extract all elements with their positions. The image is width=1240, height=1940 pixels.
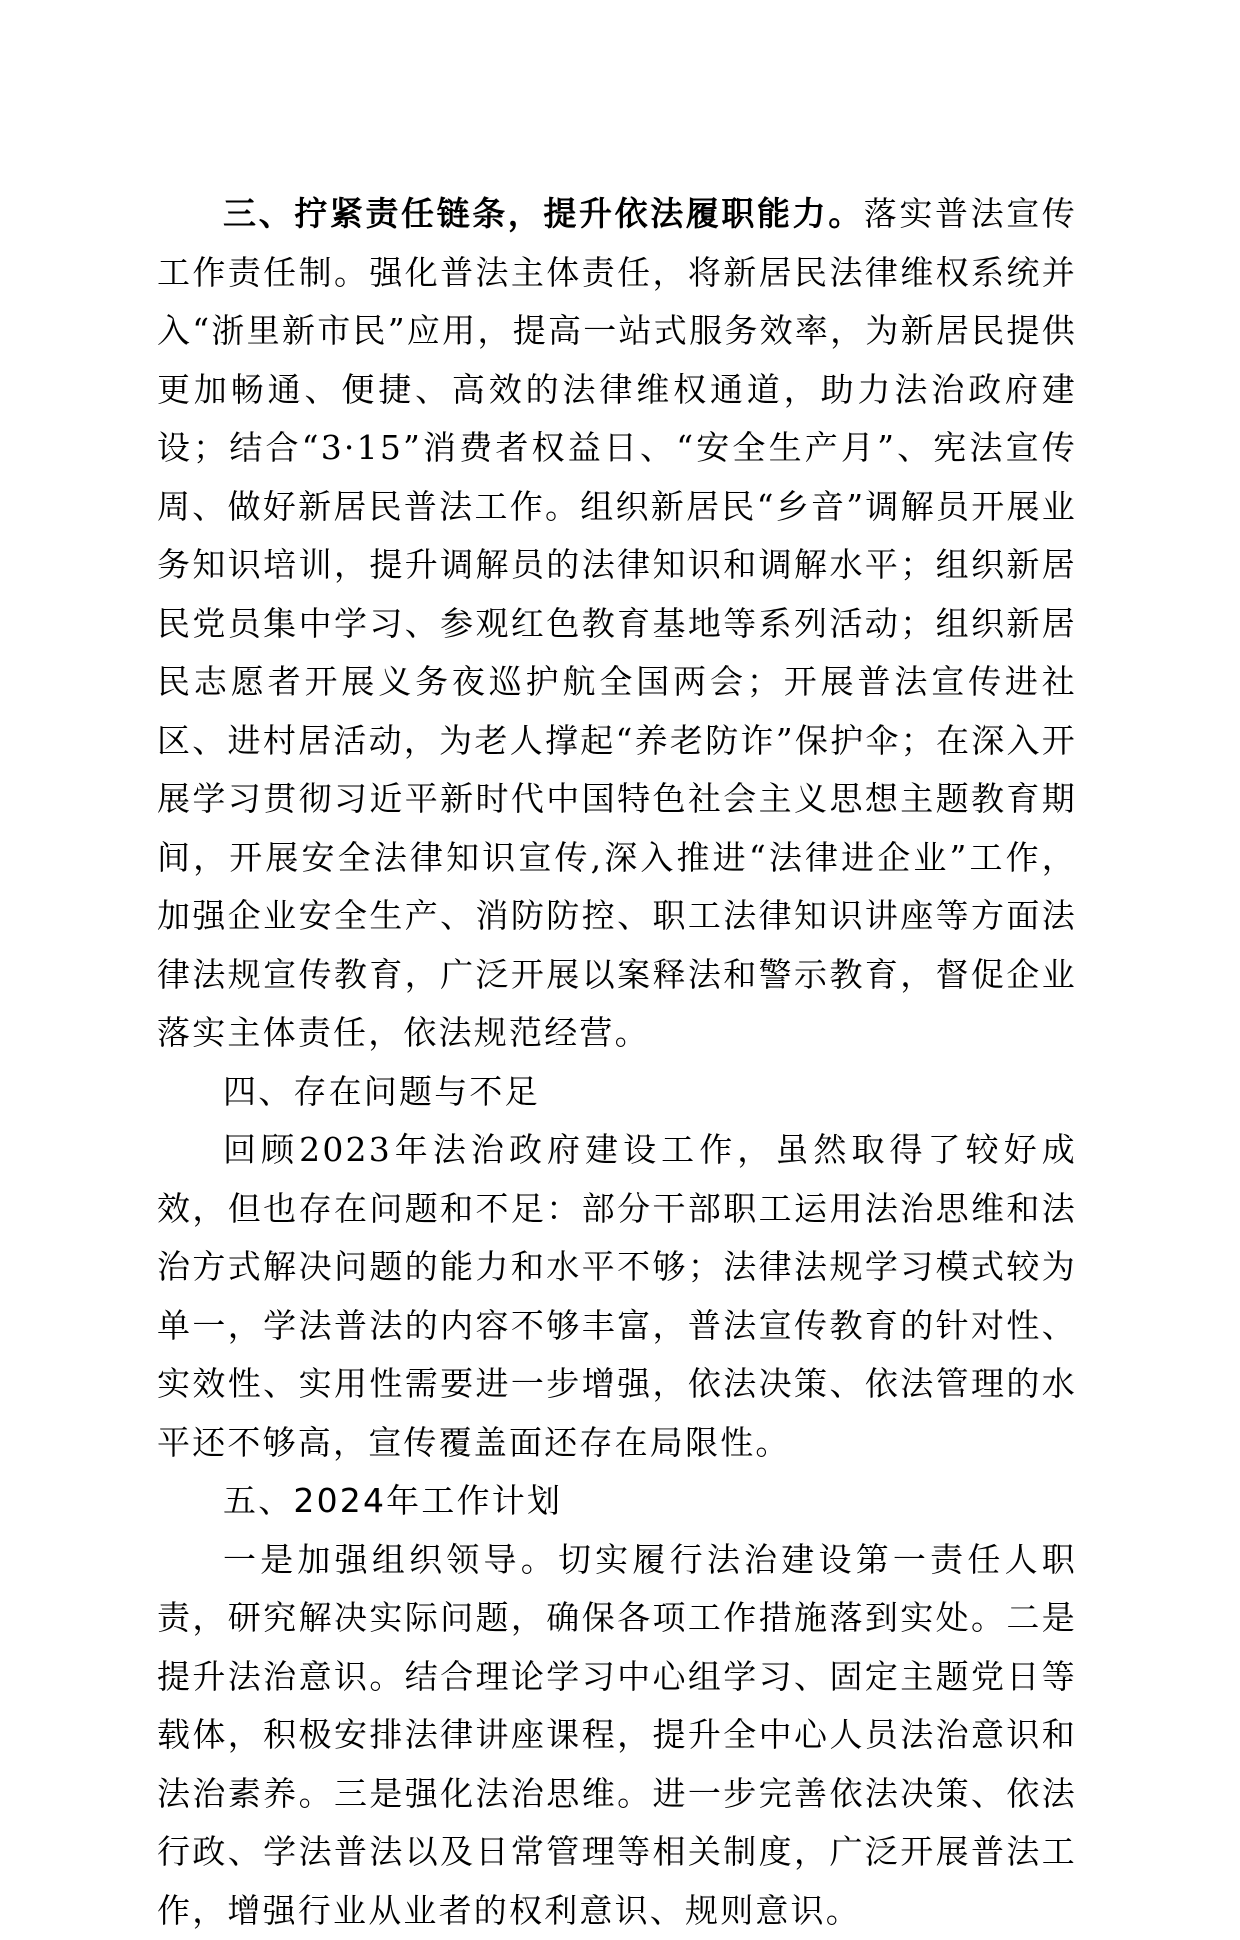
document-page (157, 185, 1077, 1940)
section4-paragraph: 回顾2023年法治政府建设工作，虽然取得了较好成效，但也存在问题和不足：部分干部职工运用法治思维和法治方式解决问题的能力和水平不够；法律法规学习模式较为单一，学法普法的内容不够丰富，普法宣传教育的针对性、实效性、实用性需要进一步增强，依法决策、依法管理的水平还不够高，宣传覆盖面还存在局限性。 (157, 1121, 1077, 1472)
section3-paragraph (157, 185, 1077, 1063)
section3-body: 落实普法宣传工作责任制。强化普法主体责任，将新居民法律维权系统并入“浙里新市民”应用，提高一站式服务效率，为新居民提供更加畅通、便捷、高效的法律维权通道，助力法治政府建设；结合“3·15”消费者权益日、“安全生产月”、宪法宣传周、做好新居民普法工作。组织新居民“乡音”调解员开展业务知识培训，提升调解员的法律知识和调解水平；组织新居民党员集中学习、参观红色教育基地等系列活动；组织新居民志愿者开展义务夜巡护航全国两会；开展普法宣传进社区、进村居活动，为老人撑起“养老防诈”保护伞；在深入开展学习贯彻习近平新时代中国特色社会主义思想主题教育期间，开展安全法律知识宣传,深入推进“法律进企业”工作，加强企业安全生产、消防防控、职工法律知识讲座等方面法律法规宣传教育，广泛开展以案释法和警示教育，督促企业落实主体责任，依法规范经营。 (157, 194, 1077, 1052)
section5-paragraph: 一是加强组织领导。切实履行法治建设第一责任人职责，研究解决实际问题，确保各项工作措施落到实处。二是提升法治意识。结合理论学习中心组学习、固定主题党日等载体，积极安排法律讲座课程，提升全中心人员法治意识和法治素养。三是强化法治思维。进一步完善依法决策、依法行政、学法普法以及日常管理等相关制度，广泛开展普法工作，增强行业从业者的权利意识、规则意识。 (157, 1531, 1077, 1940)
section4-heading: 四、存在问题与不足 (157, 1063, 1077, 1122)
section3-lead-heading: 三、拧紧责任链条，提升依法履职能力。 (223, 194, 864, 233)
section5-heading: 五、2024年工作计划 (157, 1472, 1077, 1531)
